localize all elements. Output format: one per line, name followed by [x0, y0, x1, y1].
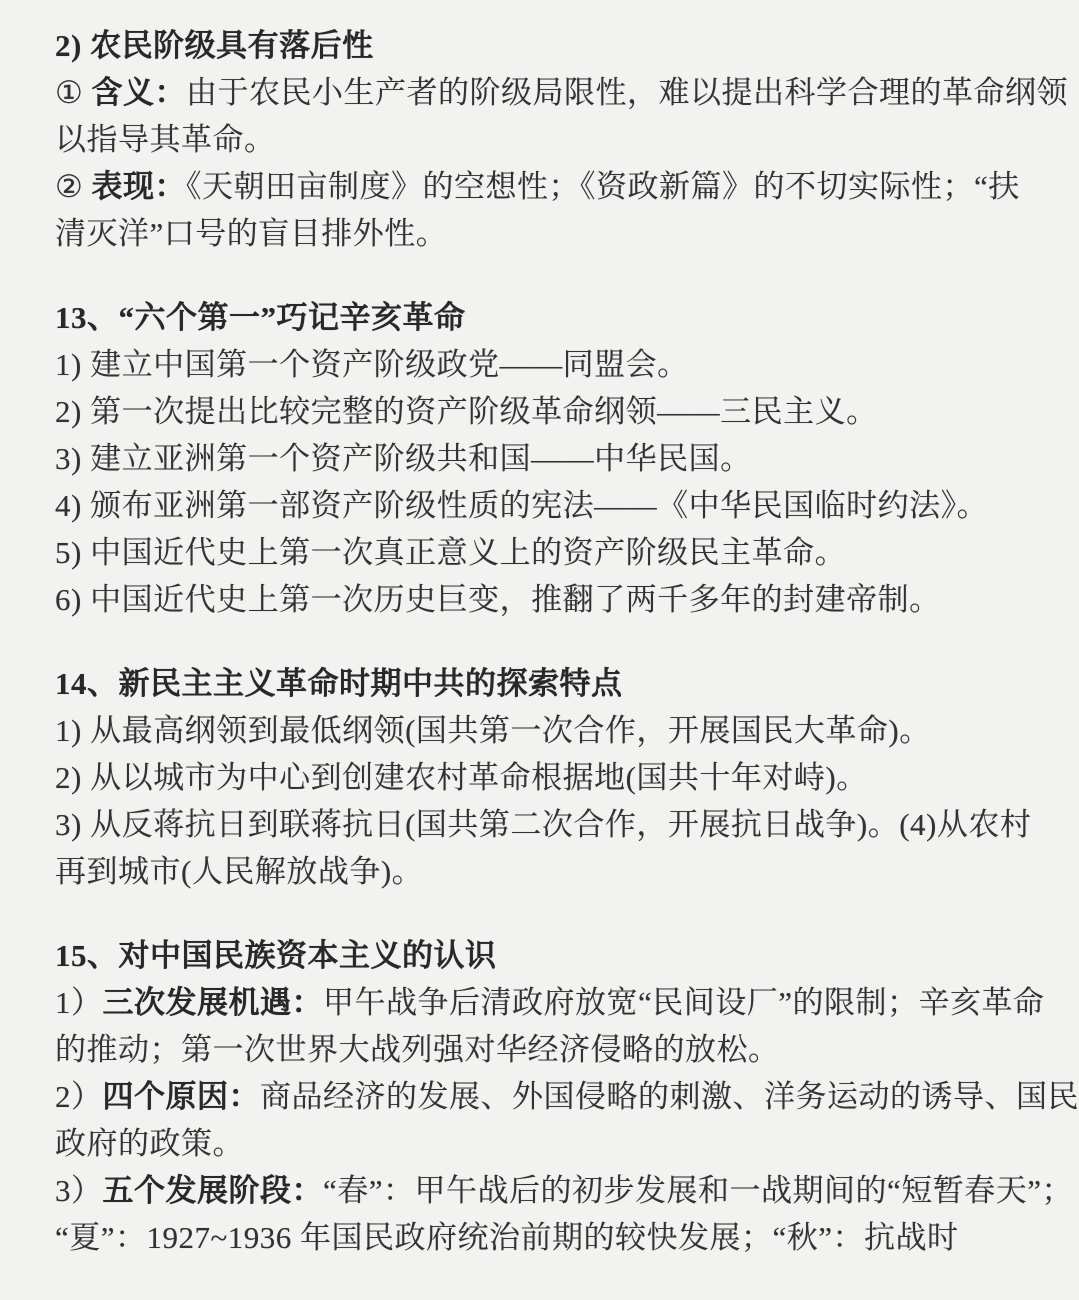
bold-text-segment: 四个原因：	[102, 1079, 260, 1114]
text-segment: 6) 中国近代史上第一次历史巨变，推翻了两千多年的封建帝制。	[55, 582, 941, 617]
text-segment: 1) 从最高纲领到最低纲领(国共第一次合作，开展国民大革命)。	[55, 713, 931, 748]
text-segment: 清灭洋”口号的盲目排外性。	[55, 216, 448, 251]
text-line	[55, 341, 1031, 388]
text-segment: 1）	[55, 985, 103, 1020]
text-segment: 再到城市(人民解放战争)。	[55, 854, 424, 889]
text-line	[55, 163, 1031, 210]
text-line	[55, 979, 1045, 1026]
text-line	[55, 707, 1031, 754]
text-line	[55, 1120, 1031, 1167]
text-segment: 2) 从以城市为中心到创建农村革命根据地(国共十年对峙)。	[55, 760, 868, 795]
text-segment: 由于农民小生产者的阶级局限性，难以提出科学合理的革命纲领	[186, 75, 1069, 110]
bold-text-segment: 表现：	[91, 169, 187, 204]
section-heading	[55, 22, 1031, 69]
text-segment: 5) 中国近代史上第一次真正意义上的资产阶级民主革命。	[55, 535, 847, 570]
text-segment: ①	[55, 75, 92, 110]
text-segment: 2）	[55, 1079, 103, 1114]
section-gap	[55, 895, 1031, 932]
bold-text-segment: 15、对中国民族资本主义的认识	[55, 938, 497, 973]
bold-text-segment: 14、新民主主义革命时期中共的探索特点	[55, 666, 623, 701]
bold-text-segment: 2) 农民阶级具有落后性	[55, 28, 374, 63]
text-line	[55, 848, 1031, 895]
section-heading	[55, 294, 1031, 341]
bold-text-segment: 13、“六个第一”巧记辛亥革命	[55, 300, 466, 335]
text-segment: ②	[55, 169, 92, 204]
text-segment: “春”：甲午战后的初步发展和一战期间的“短暂春天”；	[323, 1173, 1074, 1208]
text-segment: 4) 颁布亚洲第一部资产阶级性质的宪法——《中华民国临时约法》。	[55, 488, 989, 523]
bold-text-segment: 五个发展阶段：	[102, 1173, 323, 1208]
text-line	[55, 482, 1031, 529]
text-line	[55, 754, 1031, 801]
text-segment: 2) 第一次提出比较完整的资产阶级革命纲领——三民主义。	[55, 394, 878, 429]
text-line	[55, 1026, 1031, 1073]
text-line	[55, 435, 1031, 482]
text-line	[55, 576, 1031, 623]
text-line	[55, 1214, 1031, 1261]
text-line	[55, 1073, 1079, 1120]
text-segment: “夏”：1927~1936 年国民政府统治前期的较快发展；“秋”：抗战时	[55, 1220, 959, 1255]
text-line	[55, 388, 1031, 435]
text-segment: 《天朝田亩制度》的空想性；《资政新篇》的不切实际性；“扶	[186, 169, 1020, 204]
text-line	[55, 801, 1031, 848]
section-gap	[55, 257, 1031, 294]
text-segment: 商品经济的发展、外国侵略的刺激、洋务运动的诱导、国民	[260, 1079, 1079, 1114]
text-segment: 甲午战争后清政府放宽“民间设厂”的限制；辛亥革命	[323, 985, 1045, 1020]
bold-text-segment: 含义：	[91, 75, 187, 110]
text-segment: 的推动；第一次世界大战列强对华经济侵略的放松。	[55, 1032, 780, 1067]
text-line	[55, 210, 1031, 257]
text-segment: 以指导其革命。	[55, 122, 276, 157]
section-heading	[55, 660, 1031, 707]
text-segment: 3) 建立亚洲第一个资产阶级共和国——中华民国。	[55, 441, 752, 476]
text-segment: 政府的政策。	[55, 1126, 244, 1161]
text-line	[55, 1167, 1074, 1214]
section-gap	[55, 623, 1031, 660]
bold-text-segment: 三次发展机遇：	[102, 985, 323, 1020]
text-line	[55, 116, 1031, 163]
section-heading	[55, 932, 1031, 979]
text-segment: 1) 建立中国第一个资产阶级政党——同盟会。	[55, 347, 689, 382]
text-line	[55, 529, 1031, 576]
text-line	[55, 69, 1069, 116]
text-segment: 3) 从反蒋抗日到联蒋抗日(国共第二次合作，开展抗日战争)。(4)从农村	[55, 807, 1032, 842]
text-segment: 3）	[55, 1173, 103, 1208]
